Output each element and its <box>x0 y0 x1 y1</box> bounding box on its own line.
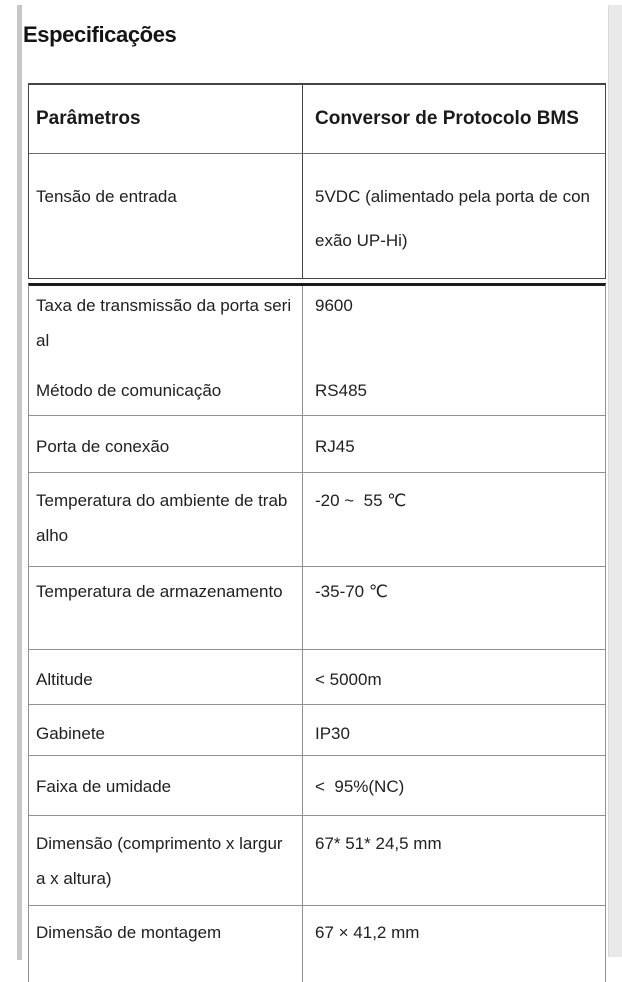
table-row <box>29 473 605 567</box>
page-left-edge-bar <box>17 5 22 960</box>
param-cell: Temperatura do ambiente de trabalho <box>29 473 303 566</box>
table-row <box>29 756 605 816</box>
table-row <box>29 416 605 473</box>
param-cell: Gabinete <box>29 705 303 755</box>
param-cell: Taxa de transmissão da porta serial <box>29 286 303 364</box>
value-cell: RJ45 <box>315 437 355 456</box>
value-cell: -20 ~ 55 ℃ <box>315 491 407 510</box>
value-cell: < 95%(NC) <box>315 777 405 796</box>
value-cell: < 5000m <box>315 670 382 689</box>
table-row <box>29 705 605 756</box>
value-cell: 67 × 41,2 mm <box>315 923 420 942</box>
table-row <box>29 154 605 278</box>
table-row <box>29 567 605 650</box>
table-row <box>29 364 605 416</box>
param-cell: Porta de conexão <box>29 416 303 472</box>
param-cell: Altitude <box>29 650 303 704</box>
param-cell: Tensão de entrada <box>29 154 303 278</box>
param-cell: Dimensão (comprimento x largura x altura) <box>29 816 303 905</box>
value-cell: 9600 <box>315 296 353 315</box>
value-cell: 5VDC (alimentado pela porta de conexão UP-Hi) <box>315 187 590 250</box>
param-cell: Temperatura de armazenamento <box>29 567 303 649</box>
spec-table-head-part <box>28 83 606 279</box>
table-row <box>29 650 605 705</box>
section-title: Especificações <box>23 22 177 47</box>
value-cell: IP30 <box>315 724 350 743</box>
column-header-conversor: Conversor de Protocolo BMS <box>315 108 579 129</box>
scrollbar[interactable] <box>608 5 622 957</box>
value-cell: RS485 <box>315 381 367 400</box>
table-row <box>29 286 605 364</box>
value-cell: 67* 51* 24,5 mm <box>315 834 442 853</box>
table-row <box>29 816 605 906</box>
param-cell: Método de comunicação <box>29 364 303 415</box>
param-cell: Dimensão de montagem <box>29 906 303 982</box>
value-cell: -35-70 ℃ <box>315 582 388 601</box>
table-header-row <box>29 85 605 154</box>
table-row <box>29 906 605 982</box>
param-cell: Faixa de umidade <box>29 756 303 815</box>
column-header-parametros: Parâmetros <box>29 85 303 153</box>
spec-table-body-part <box>28 283 606 982</box>
